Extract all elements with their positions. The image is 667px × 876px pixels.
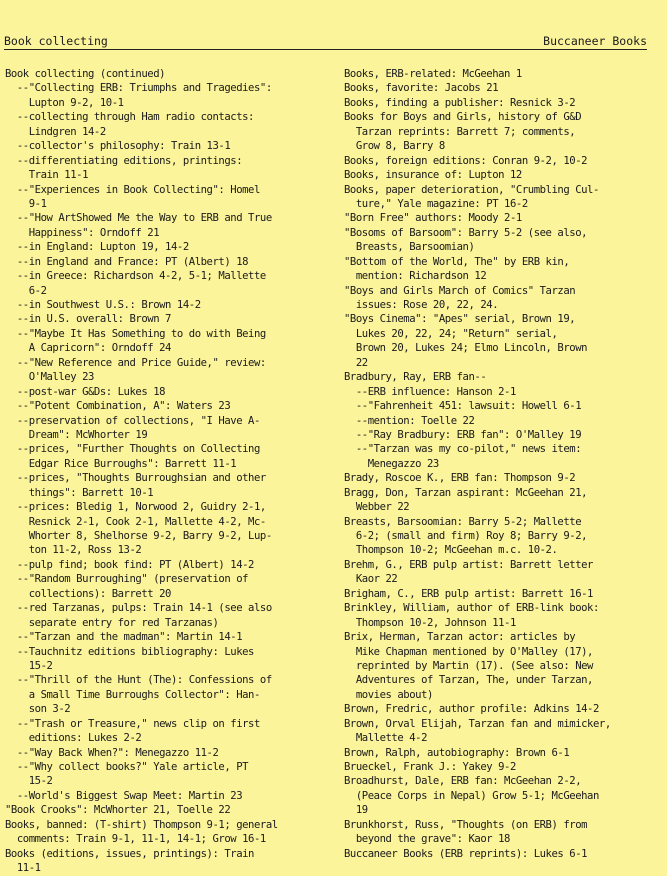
index-line: --World's Biggest Swap Meet: Martin 23 [5, 789, 243, 802]
index-line: Bragg, Don, Tarzan aspirant: McGeehan 21, [344, 486, 588, 499]
header-right-term: Buccaneer Books [543, 34, 647, 48]
index-line: --differentiating editions, printings: [5, 154, 243, 167]
index-line: --preservation of collections, "I Have A- [5, 414, 260, 427]
index-line: things": Barrett 10-1 [5, 486, 154, 499]
index-line: Book collecting (continued) [5, 68, 166, 80]
index-line: Thompson 10-2, Johnson 11-1 [344, 616, 516, 629]
index-line: Grow 8, Barry 8 [344, 140, 445, 153]
index-line: "Book Crooks": McWhorter 21, Toelle 22 [5, 804, 231, 817]
index-line: --"Way Back When?": Menegazzo 11-2 [5, 746, 219, 759]
index-line: "Born Free" authors: Moody 2-1 [344, 212, 522, 225]
index-line: Brigham, C., ERB pulp artist: Barrett 16-1 [344, 587, 593, 600]
index-line: issues: Rose 20, 22, 24. [344, 299, 499, 311]
index-line: --mention: Toelle 22 [344, 414, 475, 427]
index-line: Brady, Roscoe K., ERB fan: Thompson 9-2 [344, 472, 576, 485]
index-line: Books, foreign editions: Conran 9-2, 10-2 [344, 154, 588, 167]
index-line: Brinkley, William, author of ERB-link book: [344, 602, 599, 615]
index-line: --"Tarzan was my co-pilot," news item: [344, 443, 582, 456]
index-line: Books, finding a publisher: Resnick 3-2 [344, 96, 576, 109]
index-line: --"Fahrenheit 451: lawsuit: Howell 6-1 [344, 400, 582, 413]
index-line: --in England: Lupton 19, 14-2 [5, 241, 189, 254]
index-line: --in U.S. overall: Brown 7 [5, 313, 171, 326]
index-line: Books, banned: (T-shirt) Thompson 9-1; general [5, 818, 278, 831]
index-line: 6-2 [5, 284, 47, 297]
index-line: --prices, "Thoughts Burroughsian and other [5, 472, 266, 485]
index-line: Brown, Fredric, author profile: Adkins 14-2 [344, 703, 599, 716]
index-line: movies about) [344, 688, 433, 701]
index-line: beyond the grave": Kaor 18 [344, 833, 510, 846]
index-line: Thompson 10-2; McGeehan m.c. 10-2. [344, 544, 558, 557]
index-line: --"Random Burroughing" (preservation of [5, 573, 249, 586]
index-line: comments: Train 9-1, 11-1, 14-1; Grow 16-1 [5, 833, 266, 846]
index-line: Brehm, G., ERB pulp artist: Barrett letter [344, 558, 593, 571]
index-line: Whorter 8, Shelhorse 9-2, Barry 9-2, Lup- [5, 530, 272, 542]
index-line: son 3-2 [5, 703, 71, 716]
index-line: Adventures of Tarzan, The, under Tarzan, [344, 674, 593, 687]
index-line: (Peace Corps in Nepal) Grow 5-1; McGeehan [344, 789, 599, 802]
index-line: Mallette 4-2 [344, 732, 427, 745]
index-line: Buccaneer Books (ERB reprints): Lukes 6-1 [344, 847, 588, 860]
index-line: mention: Richardson 12 [344, 270, 487, 283]
index-line: --collecting through Ham radio contacts: [5, 111, 254, 124]
index-line: Mike Chapman mentioned by O'Malley (17), [344, 645, 593, 658]
right-column [344, 67, 659, 861]
index-line: 19 [344, 804, 368, 817]
index-line: --"Why collect books?" Yale article, PT [5, 761, 249, 773]
index-line: 15-2 [5, 659, 53, 672]
index-line: Dream": McWhorter 19 [5, 428, 148, 441]
index-line: Train 11-1 [5, 169, 88, 182]
index-line: --"Trash or Treasure," news clip on first [5, 717, 260, 730]
index-line: Resnick 2-1, Cook 2-1, Mallette 4-2, Mc- [5, 515, 266, 528]
index-line: O'Malley 23 [5, 371, 94, 384]
index-line: Brueckel, Frank J.: Yakey 9-2 [344, 761, 516, 773]
running-header [4, 34, 647, 48]
index-line: Brown, Ralph, autobiography: Brown 6-1 [344, 746, 570, 759]
index-line: --in Southwest U.S.: Brown 14-2 [5, 299, 201, 311]
index-line: --"How ArtShowed Me the Way to ERB and True [5, 212, 272, 225]
index-line: ton 11-2, Ross 13-2 [5, 544, 142, 557]
index-line: Kaor 22 [344, 573, 398, 586]
index-line: Lupton 9-2, 10-1 [5, 96, 124, 109]
header-left-term: Book collecting [4, 34, 108, 48]
index-line: --"Maybe It Has Something to do with Being [5, 327, 266, 340]
index-line: a Small Time Burroughs Collector": Han- [5, 688, 260, 701]
header-rule [4, 49, 647, 50]
left-column [5, 67, 335, 876]
index-line: 11-1 [5, 862, 41, 875]
index-line: --"Thrill of the Hunt (The): Confessions of [5, 674, 272, 687]
index-line: Broadhurst, Dale, ERB fan: McGeehan 2-2, [344, 775, 582, 788]
index-line: --red Tarzanas, pulps: Train 14-1 (see also [5, 602, 272, 615]
index-line: Lukes 20, 22, 24; "Return" serial, [344, 327, 558, 340]
index-line: Books, favorite: Jacobs 21 [344, 82, 499, 95]
index-line: Books, ERB-related: McGeehan 1 [344, 68, 522, 80]
index-line: --Tauchnitz editions bibliography: Lukes [5, 645, 254, 658]
index-line: --ERB influence: Hanson 2-1 [344, 385, 516, 398]
index-line: Happiness": Orndoff 21 [5, 226, 160, 239]
index-line: 9-1 [5, 197, 47, 210]
index-line: Tarzan reprints: Barrett 7; comments, [344, 125, 576, 138]
index-line: editions: Lukes 2-2 [5, 732, 142, 745]
index-line: Books (editions, issues, printings): Train [5, 847, 254, 860]
index-line: Lindgren 14-2 [5, 125, 106, 138]
index-line: Breasts, Barsoomian) [344, 241, 475, 254]
index-line: 6-2; (small and firm) Roy 8; Barry 9-2, [344, 530, 588, 542]
index-line: collections): Barrett 20 [5, 587, 171, 600]
index-line: reprinted by Martin (17). (See also: New [344, 659, 593, 672]
index-line: separate entry for red Tarzanas) [5, 616, 219, 629]
index-line: --pulp find; book find: PT (Albert) 14-2 [5, 558, 254, 571]
index-line: Menegazzo 23 [344, 457, 439, 470]
index-line: --in England and France: PT (Albert) 18 [5, 255, 249, 268]
index-line: --"New Reference and Price Guide," review: [5, 356, 266, 369]
index-line: ture," Yale magazine: PT 16-2 [344, 197, 528, 210]
index-line: A Capricorn": Orndoff 24 [5, 342, 171, 355]
index-line: "Boys Cinema": "Apes" serial, Brown 19, [344, 313, 576, 326]
index-line: Breasts, Barsoomian: Barry 5-2; Mallette [344, 515, 582, 528]
index-line: Brown, Orval Elijah, Tarzan fan and mimicker, [344, 717, 611, 730]
index-line: --prices: Bledig 1, Norwood 2, Guidry 2-1, [5, 501, 266, 514]
index-line: --"Collecting ERB: Triumphs and Tragedies": [5, 82, 272, 95]
index-line: "Boys and Girls March of Comics" Tarzan [344, 284, 576, 297]
index-line: --in Greece: Richardson 4-2, 5-1; Mallette [5, 270, 266, 283]
index-line: Brix, Herman, Tarzan actor: articles by [344, 631, 576, 644]
index-line: --"Experiences in Book Collecting": Homel [5, 183, 260, 196]
index-line: --"Ray Bradbury: ERB fan": O'Malley 19 [344, 428, 582, 441]
index-line: --prices, "Further Thoughts on Collecting [5, 443, 260, 456]
index-line: Edgar Rice Burroughs": Barrett 11-1 [5, 457, 237, 470]
index-line: Bradbury, Ray, ERB fan-- [344, 371, 487, 384]
index-line: --"Potent Combination, A": Waters 23 [5, 400, 231, 413]
index-line: --collector's philosophy: Train 13-1 [5, 140, 231, 153]
index-line: Brown 20, Lukes 24; Elmo Lincoln, Brown [344, 342, 588, 355]
index-line: Books, insurance of: Lupton 12 [344, 169, 522, 182]
index-line: --post-war G&Ds: Lukes 18 [5, 385, 166, 398]
index-line: "Bottom of the World, The" by ERB kin, [344, 255, 570, 268]
index-line: Books, paper deterioration, "Crumbling Cul- [344, 183, 599, 196]
index-line: --"Tarzan and the madman": Martin 14-1 [5, 631, 243, 644]
index-line: Webber 22 [344, 501, 410, 514]
index-line: "Bosoms of Barsoom": Barry 5-2 (see also, [344, 226, 588, 239]
index-line: 22 [344, 356, 368, 369]
index-line: Brunkhorst, Russ, "Thoughts (on ERB) from [344, 818, 588, 831]
index-line: 15-2 [5, 775, 53, 788]
index-line: Books for Boys and Girls, history of G&D [344, 111, 582, 124]
